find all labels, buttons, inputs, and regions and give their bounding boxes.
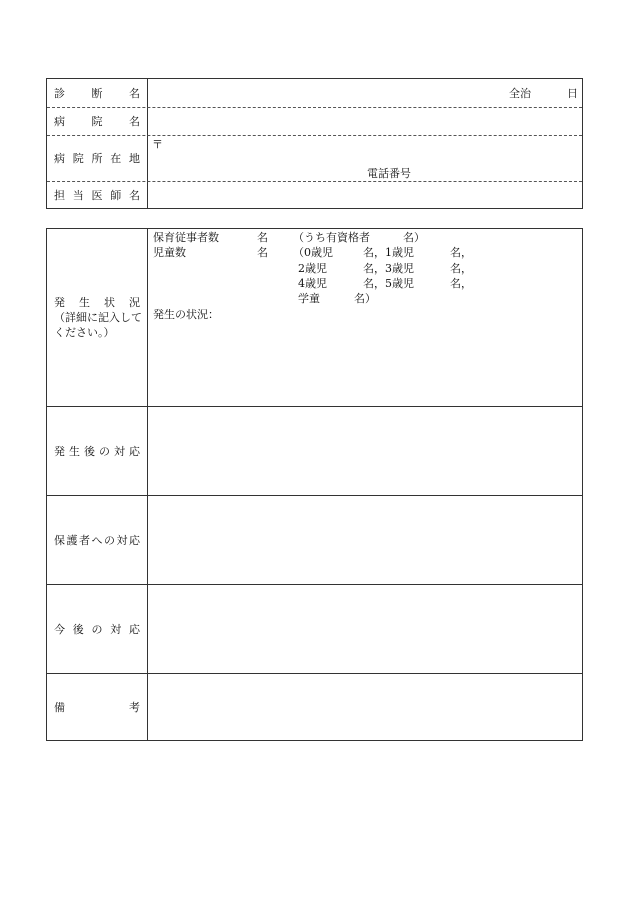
qualified-label: （うち有資格者: [293, 231, 370, 244]
staff-unit: 名: [257, 231, 268, 244]
guardian-response-field[interactable]: [147, 495, 582, 584]
school-label: 学童: [298, 292, 320, 305]
hospital-name-label: 病 院 名: [54, 115, 140, 128]
occurrence-note-line1: （詳細に記入して: [54, 311, 142, 324]
incident-table: [46, 228, 583, 741]
age2-unit: 名，: [363, 262, 385, 275]
age4-unit: 名，: [363, 277, 385, 290]
school-unit: 名）: [354, 292, 376, 305]
diagnosis-label: 診 断 名: [54, 87, 140, 100]
age1-label: 1歳児: [385, 246, 414, 259]
hospital-info-table: [46, 78, 583, 209]
doctor-field[interactable]: [147, 181, 582, 209]
qualified-unit: 名）: [403, 231, 425, 244]
hospital-address-label: 病 院 所 在 地: [54, 152, 140, 165]
full-cure-label: 全治: [509, 87, 531, 100]
postal-mark: 〒: [152, 138, 163, 151]
diagnosis-field[interactable]: [147, 79, 582, 107]
age3-unit: 名，: [450, 262, 472, 275]
age1-unit: 名，: [450, 246, 472, 259]
occurrence-field[interactable]: [147, 229, 582, 406]
situation-label: 発生の状況：: [153, 308, 219, 321]
remarks-field[interactable]: [147, 673, 582, 741]
future-response-field[interactable]: [147, 584, 582, 673]
occurrence-note-line2: ください。）: [54, 326, 115, 339]
hospital-address-field[interactable]: [147, 135, 582, 181]
guardian-response-label: 保 護 者 へ の 対 応: [54, 533, 140, 547]
doctor-label: 担 当 医 師 名: [54, 189, 140, 202]
age3-label: 3歳児: [385, 262, 414, 275]
age0-label: （0歳児: [293, 246, 333, 259]
after-response-field[interactable]: [147, 406, 582, 495]
hospital-name-field[interactable]: [147, 107, 582, 135]
age4-label: 4歳児: [298, 277, 327, 290]
after-response-label: 発 生 後 の 対 応: [54, 444, 140, 458]
phone-label: 電話番号: [367, 167, 411, 180]
future-response-label: 今 後 の 対 応: [54, 622, 140, 636]
age5-label: 5歳児: [385, 277, 414, 290]
occurrence-label: 発 生 状 況 （詳細に記入して ください。）: [54, 296, 142, 339]
child-unit: 名: [257, 246, 268, 259]
age5-unit: 名，: [450, 277, 472, 290]
remarks-label: 備 考: [54, 701, 140, 714]
staff-count-label: 保育従事者数: [153, 231, 219, 244]
child-count-label: 児童数: [153, 246, 186, 259]
age2-label: 2歳児: [298, 262, 327, 275]
day-unit: 日: [567, 87, 578, 100]
age0-unit: 名，: [363, 246, 385, 259]
